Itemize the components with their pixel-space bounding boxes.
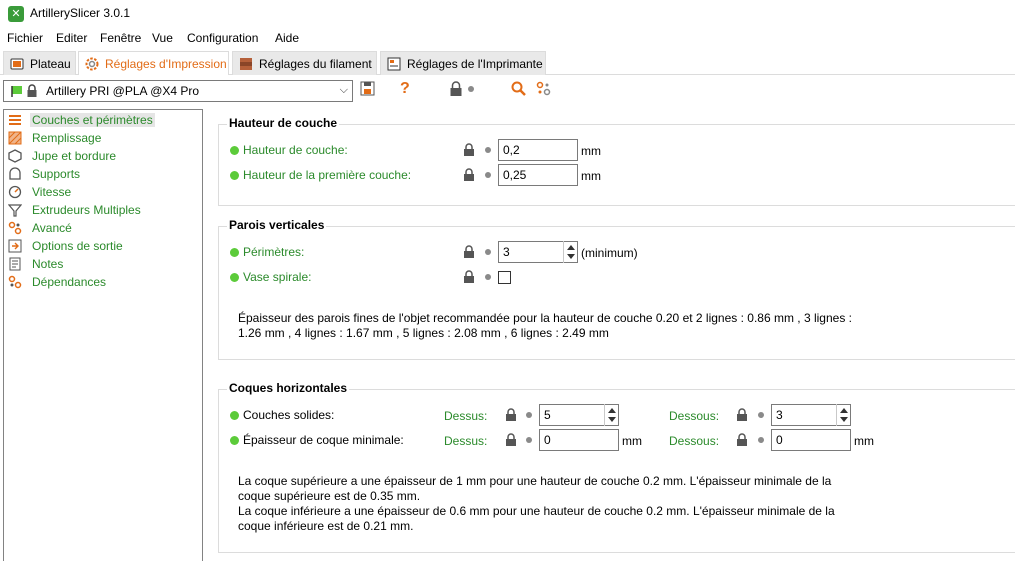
- settings-page-list: [3, 109, 203, 561]
- plate-icon: [10, 57, 24, 71]
- top-min-shell-input[interactable]: 0: [539, 429, 619, 451]
- supports-icon: [8, 167, 22, 181]
- advanced-icon: [8, 221, 22, 235]
- tab-plater-label: Plateau: [30, 56, 71, 71]
- status-dot-icon: [230, 273, 239, 282]
- tab-filament-settings-label: Réglages du filament: [259, 56, 372, 71]
- option-solid-layers: Couches solides:: [230, 404, 334, 426]
- status-dot-icon: [230, 171, 239, 180]
- sidebar-item-notes[interactable]: Notes: [8, 256, 65, 272]
- spiral-vase-checkbox[interactable]: [498, 271, 511, 284]
- option-layer-height: Hauteur de couche:: [230, 139, 348, 161]
- tab-print-settings-label: Réglages d'Impression: [105, 56, 227, 71]
- tab-plater[interactable]: [3, 51, 76, 75]
- dependencies-icon: [8, 275, 22, 289]
- option-first-layer-height: Hauteur de la première couche:: [230, 164, 411, 186]
- status-dot-icon: [230, 146, 239, 155]
- lock-icon[interactable]: [449, 81, 467, 99]
- lock-icon[interactable]: [463, 245, 475, 259]
- preset-name: Artillery PRI @PLA @X4 Pro: [46, 84, 200, 98]
- sidebar-item-infill[interactable]: Remplissage: [8, 130, 103, 146]
- top-solid-layers-spinner[interactable]: [539, 404, 619, 426]
- lock-icon: [26, 84, 38, 98]
- first-layer-height-input[interactable]: 0,25: [498, 164, 578, 186]
- menu-edit[interactable]: Editer: [56, 31, 88, 45]
- bottom-min-shell-input[interactable]: 0: [771, 429, 851, 451]
- tab-filament-settings[interactable]: [232, 51, 377, 75]
- question-mark-icon[interactable]: ?: [400, 80, 410, 97]
- option-perimeters: Périmètres:: [230, 241, 304, 263]
- top-shell-note-line-2: coque supérieure est de 0.35 mm.: [238, 489, 421, 503]
- solid-layers-top-label: Dessus:: [444, 409, 488, 423]
- group-title: Parois verticales: [229, 218, 325, 232]
- tab-printer-settings[interactable]: [380, 51, 546, 75]
- chevron-down-icon: ⌵: [339, 84, 348, 96]
- bottom-shell-note-line-2: coque inférieure est de 0.21 mm.: [238, 519, 414, 533]
- sidebar-item-skirt-brim[interactable]: Jupe et bordure: [8, 148, 118, 164]
- spinner-arrows-icon[interactable]: [563, 241, 577, 263]
- status-dot-icon: [230, 248, 239, 257]
- unit-label: mm: [854, 434, 874, 448]
- print-preset-select[interactable]: [3, 80, 353, 102]
- notes-icon: [8, 257, 22, 271]
- top-shell-note-line-1: La coque supérieure a une épaisseur de 1 mm pour une hauteur de couche 0.2 mm. L'épaisseur minimale de la: [238, 474, 832, 488]
- spinner-arrows-icon[interactable]: [836, 404, 850, 426]
- skirt-brim-icon: [8, 149, 22, 163]
- unit-label: mm: [581, 144, 601, 158]
- menu-configuration[interactable]: Configuration: [187, 31, 259, 45]
- spinner-arrows-icon[interactable]: [604, 404, 618, 426]
- menu-bar: [0, 28, 1015, 48]
- wall-thickness-note-line-2: 1.26 mm , 4 lignes : 1.67 mm , 5 lignes : 2.08 mm , 6 lignes : 2.49 mm: [238, 326, 609, 340]
- layers-icon: [8, 113, 22, 127]
- print-settings-gear-icon: [85, 57, 99, 71]
- unit-label: mm: [581, 169, 601, 183]
- sidebar-item-layers-perimeters[interactable]: Couches et périmètres: [8, 112, 155, 128]
- tab-bar: [0, 49, 1015, 75]
- sidebar-item-output-options[interactable]: Options de sortie: [8, 238, 125, 254]
- menu-file[interactable]: Fichier: [7, 31, 44, 45]
- system-dot-icon[interactable]: [468, 86, 474, 92]
- solid-layers-bottom-label: Dessous:: [669, 409, 720, 423]
- sidebar-item-supports[interactable]: Supports: [8, 166, 82, 182]
- min-shell-bottom-label: Dessous:: [669, 434, 720, 448]
- system-value-dot-icon[interactable]: [485, 274, 491, 280]
- multi-extruder-icon: [8, 203, 22, 217]
- sidebar-item-speed[interactable]: Vitesse: [8, 184, 73, 200]
- infill-icon: [8, 131, 22, 145]
- lock-icon[interactable]: [505, 408, 517, 422]
- system-value-dot-icon[interactable]: [758, 437, 764, 443]
- speed-icon: [8, 185, 22, 199]
- system-value-dot-icon[interactable]: [485, 147, 491, 153]
- bottom-solid-layers-value: 3: [776, 408, 783, 422]
- system-value-dot-icon[interactable]: [526, 412, 532, 418]
- system-value-dot-icon[interactable]: [485, 249, 491, 255]
- sidebar-item-dependencies[interactable]: Dépendances: [8, 274, 108, 290]
- search-icon[interactable]: [511, 81, 529, 99]
- bottom-solid-layers-spinner[interactable]: [771, 404, 851, 426]
- top-solid-layers-value: 5: [544, 408, 551, 422]
- title-bar: [0, 0, 1015, 28]
- lock-icon[interactable]: [463, 270, 475, 284]
- status-dot-icon: [230, 436, 239, 445]
- lock-icon[interactable]: [736, 408, 748, 422]
- bottom-shell-note-line-1: La coque inférieure a une épaisseur de 0.6 mm pour une hauteur de couche 0.2 mm. L'épaisseur minimale de la: [238, 504, 835, 518]
- option-min-shell-thickness: Épaisseur de coque minimale:: [230, 429, 404, 451]
- min-shell-top-label: Dessus:: [444, 434, 488, 448]
- status-dot-icon: [230, 411, 239, 420]
- window-title: ArtillerySlicer 3.0.1: [30, 6, 131, 20]
- system-value-dot-icon[interactable]: [485, 172, 491, 178]
- perimeters-spinner[interactable]: [498, 241, 578, 263]
- sidebar-item-advanced[interactable]: Avancé: [8, 220, 74, 236]
- tab-printer-settings-label: Réglages de l'Imprimante: [407, 56, 543, 71]
- wall-thickness-note-line-1: Épaisseur des parois fines de l'objet recommandée pour la hauteur de couche 0.20 et 2 lignes : 0.86 mm , 3 lignes :: [238, 311, 852, 325]
- tab-print-settings[interactable]: [78, 51, 229, 75]
- preset-toolbar: [0, 78, 1015, 104]
- filament-spool-icon: [239, 57, 253, 71]
- lock-icon[interactable]: [463, 168, 475, 182]
- lock-icon[interactable]: [736, 433, 748, 447]
- sidebar-item-multiple-extruders[interactable]: Extrudeurs Multiples: [8, 202, 143, 218]
- system-value-dot-icon[interactable]: [758, 412, 764, 418]
- lock-icon[interactable]: [463, 143, 475, 157]
- perimeters-value: 3: [503, 245, 510, 259]
- output-options-icon: [8, 239, 22, 253]
- option-spiral-vase: Vase spirale:: [230, 266, 311, 288]
- app-logo-icon: ✕: [8, 6, 24, 22]
- layer-height-input[interactable]: 0,2: [498, 139, 578, 161]
- perimeters-suffix: (minimum): [581, 246, 638, 260]
- unit-label: mm: [622, 434, 642, 448]
- menu-help[interactable]: Aide: [275, 31, 300, 45]
- compare-presets-icon[interactable]: [536, 81, 554, 99]
- flag-icon: [10, 84, 24, 98]
- group-title: Coques horizontales: [229, 381, 348, 395]
- group-title: Hauteur de couche: [229, 116, 338, 130]
- lock-icon[interactable]: [505, 433, 517, 447]
- menu-view[interactable]: Vue: [152, 31, 173, 45]
- printer-icon: [387, 57, 401, 71]
- save-preset-icon[interactable]: [360, 81, 378, 99]
- menu-window[interactable]: Fenêtre: [100, 31, 142, 45]
- system-value-dot-icon[interactable]: [526, 437, 532, 443]
